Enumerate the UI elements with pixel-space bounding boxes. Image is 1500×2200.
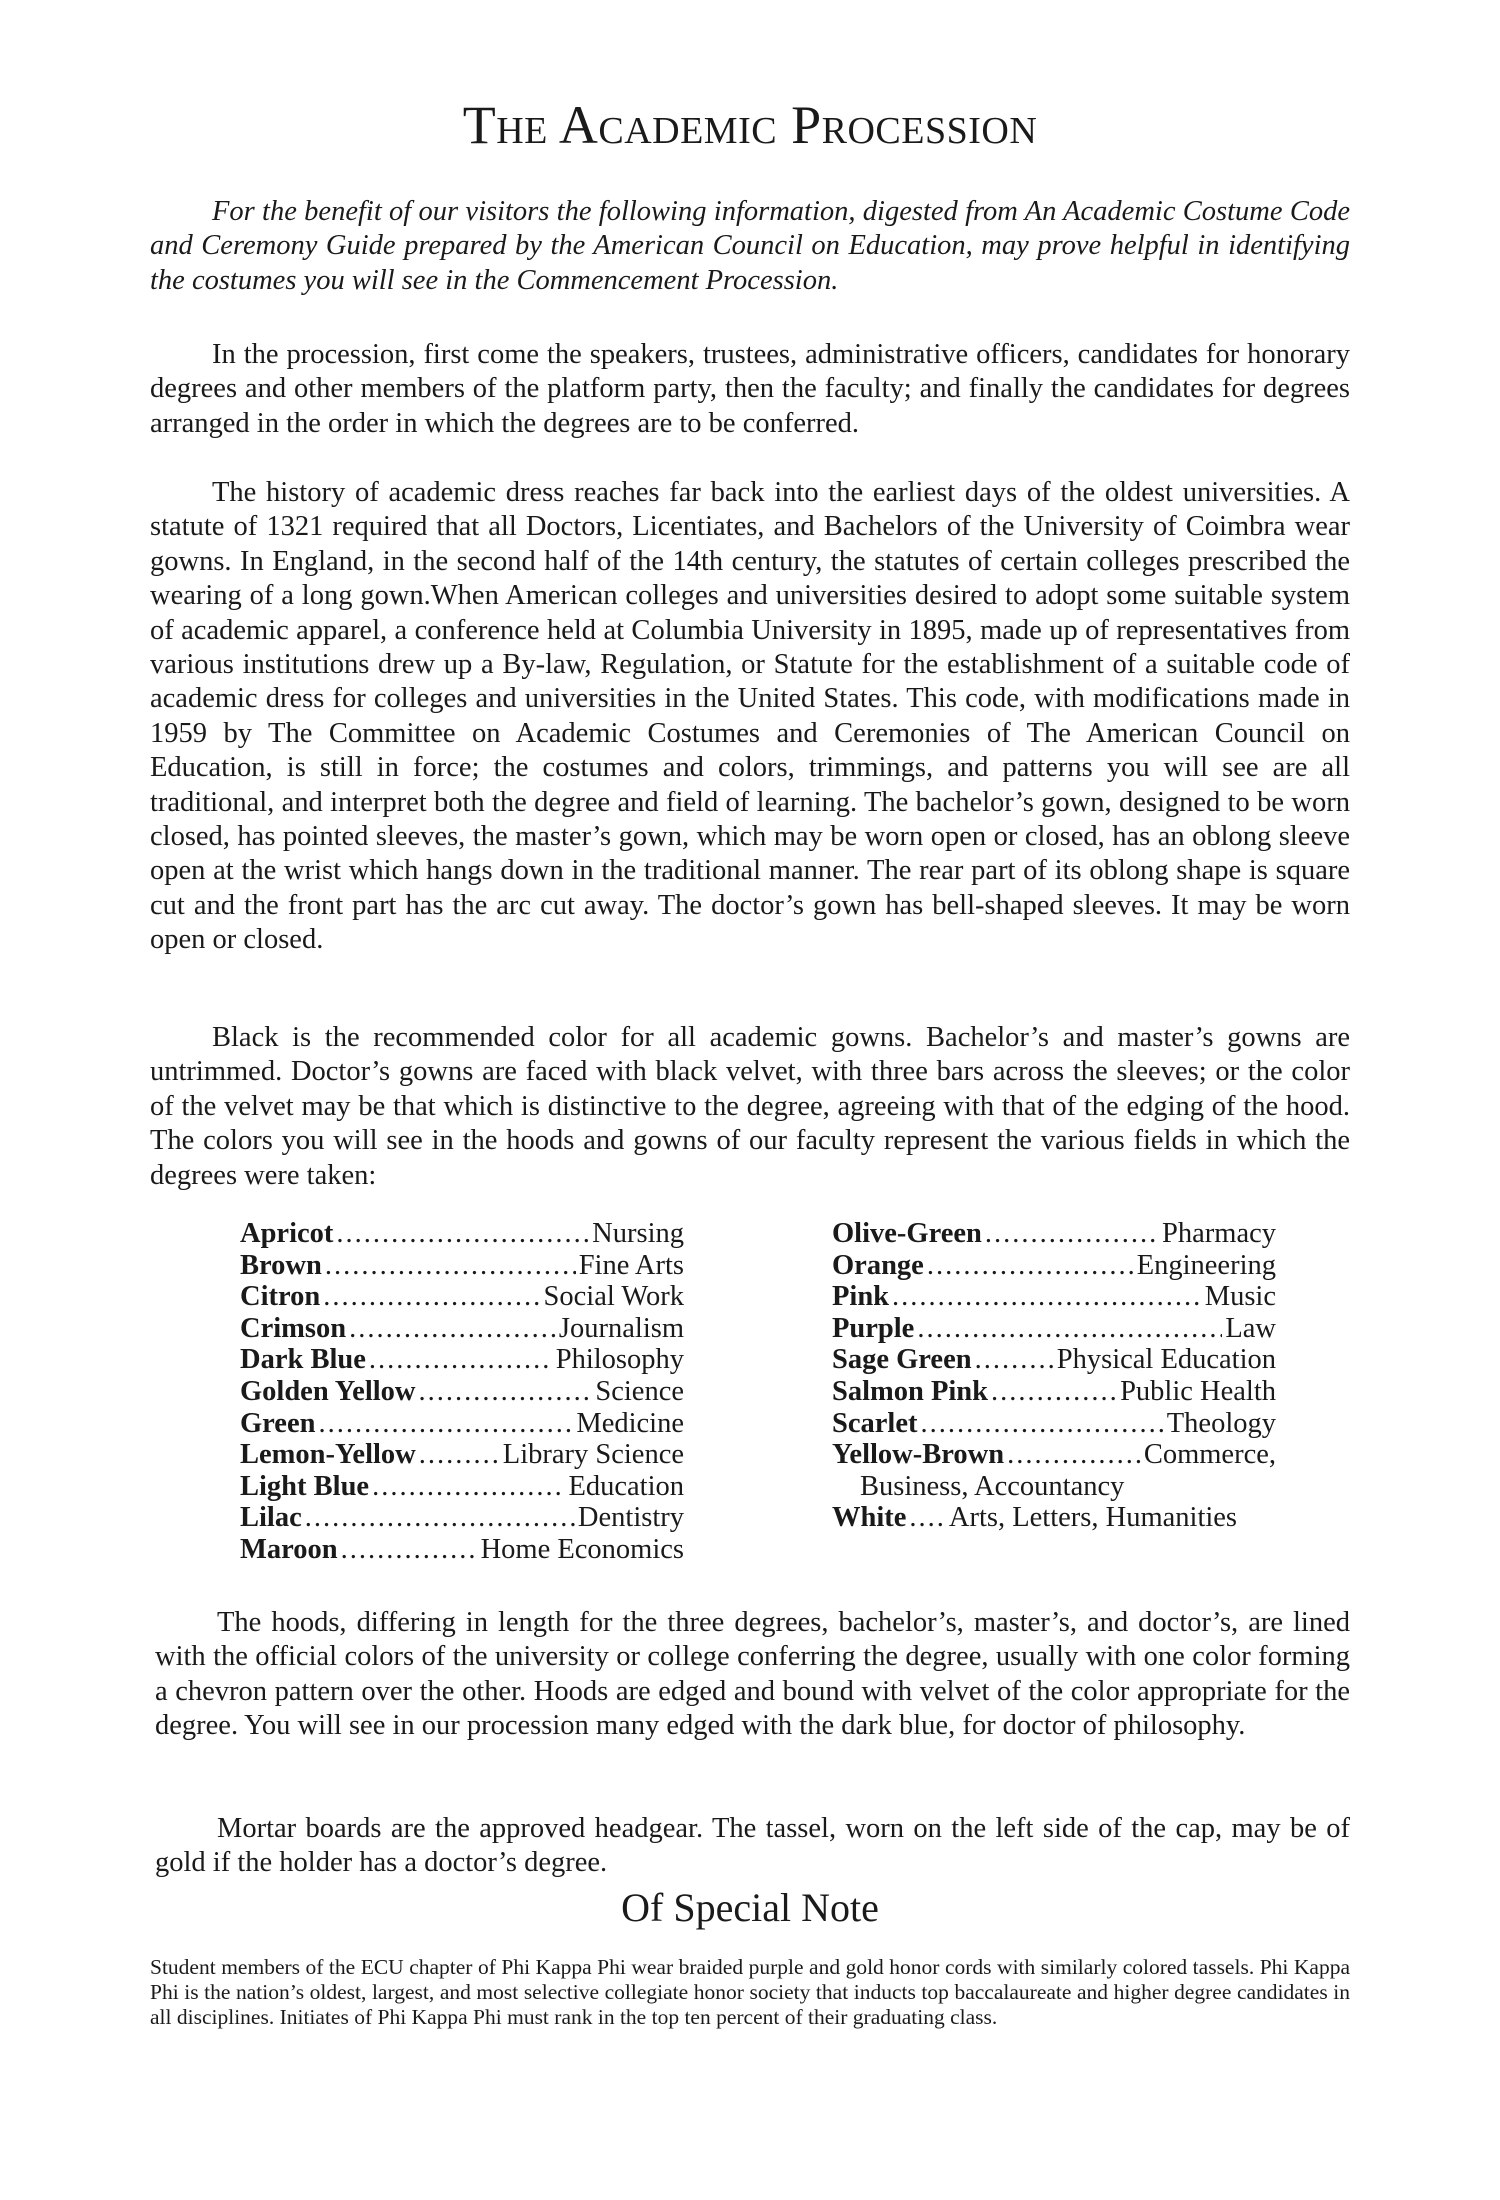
color-name: Scarlet [832, 1407, 918, 1439]
color-name: Lemon-Yellow [240, 1439, 416, 1471]
color-name: Sage Green [832, 1344, 972, 1376]
color-name: Citron [240, 1281, 321, 1313]
color-entry [240, 1218, 684, 1250]
color-entry [832, 1502, 1276, 1534]
leader-dots [349, 1313, 556, 1345]
gown-colors-paragraph: Black is the recommended color for all academic gowns. Bachelor’s and master’s gowns are untrimmed. Doctor’s gowns are faced with black velvet, with three bars across the sleeves; or the color of the velvet may be that which is distinctive to the degree, agreeing with that of the edging of the hood. The colors you will see in the hoods and gowns of our faculty represent the various fields in which the degrees were taken: [150, 1022, 1350, 1191]
field-name: Physical Education [1056, 1344, 1276, 1376]
color-name: Yellow-Brown [832, 1439, 1005, 1471]
color-name: Green [240, 1407, 316, 1439]
special-note-heading: Of Special Note [621, 1885, 879, 1930]
color-name: Purple [832, 1312, 915, 1344]
color-name: Crimson [240, 1312, 347, 1344]
leader-dots [372, 1471, 565, 1503]
color-name: Brown [240, 1249, 322, 1281]
field-name: Home Economics [480, 1533, 684, 1565]
field-name: Dentistry [577, 1502, 684, 1534]
color-entry [832, 1313, 1276, 1345]
field-name: Pharmacy [1162, 1218, 1276, 1249]
special-note-text: Student members of the ECU chapter of Phi Kappa Phi wear braided purple and gold honor cords with similarly colored tassels. Phi Kappa Phi is the nation’s oldest, largest, and most selective collegiate honor society that inducts top baccalaureate and higher degree candidates in all disciplines. Initiates of Phi Kappa Phi must rank in the top ten percent of their graduating class. [150, 1955, 1350, 2029]
color-entry [240, 1250, 684, 1282]
leader-dots [892, 1281, 1202, 1313]
leader-dots [325, 1250, 576, 1282]
field-name: Nursing [592, 1218, 684, 1249]
color-name: Olive-Green [832, 1218, 982, 1249]
field-name: Public Health [1120, 1375, 1276, 1407]
leader-dots [336, 1218, 589, 1250]
color-name: Apricot [240, 1218, 334, 1249]
leader-dots [991, 1376, 1117, 1408]
mortar-boards-paragraph: Mortar boards are the approved headgear. The tassel, worn on the left side of the cap, may be of gold if the holder has a doctor’s degree. [155, 1813, 1350, 1879]
leader-dots [419, 1376, 593, 1408]
color-entry [832, 1250, 1276, 1282]
color-name: Orange [832, 1249, 924, 1281]
color-name: Lilac [240, 1502, 302, 1534]
color-name: Maroon [240, 1533, 338, 1565]
leader-dots [1007, 1439, 1141, 1471]
color-entry [832, 1439, 1276, 1471]
leader-dots [985, 1218, 1159, 1250]
color-entry [240, 1313, 684, 1345]
leader-dots [318, 1408, 573, 1440]
leader-dots [305, 1502, 575, 1534]
color-entry [832, 1344, 1276, 1376]
color-entry [240, 1376, 684, 1408]
field-name: Philosophy [555, 1344, 684, 1376]
color-entry [240, 1281, 684, 1313]
color-entry [832, 1218, 1276, 1250]
field-name: Education [568, 1470, 684, 1502]
color-entry-continuation: Business, Accountancy [860, 1470, 1125, 1502]
leader-dots [917, 1313, 1222, 1345]
field-name: Library Science [502, 1439, 684, 1471]
color-name: White [832, 1502, 907, 1534]
color-name: Pink [832, 1281, 890, 1313]
field-name: Science [595, 1375, 684, 1407]
color-entry [240, 1471, 684, 1503]
history-paragraph: The history of academic dress reaches far back into the earliest days of the oldest universities. A statute of 1321 required that all Doctors, Licentiates, and Bachelors of the University of Coimbra wear gowns. In England, in the second half of the 14th century, the statutes of certain colleges prescribed the wearing of a long gown.When American colleges and universities desired to adopt some suitable system of academic apparel, a conference held at Columbia University in 1895, made up of representatives from various institutions drew up a By-law, Regulation, or Statute for the establishment of a suitable code of academic dress for colleges and universities in the United States. This code, with modifications made in 1959 by The Committee on Academic Costumes and Ceremonies of The American Council on Education, is still in force; the costumes and colors, trimmings, and patterns you will see are all traditional, and interpret both the degree and field of learning. The bachelor’s gown, designed to be worn closed, has pointed sleeves, the master’s gown, which may be worn open or closed, has an oblong sleeve open at the wrist which hangs down in the traditional manner. The rear part of its oblong shape is square cut and the front part has the arc cut away. The doctor’s gown has bell-shaped sleeves. It may be worn open or closed. [150, 477, 1350, 956]
color-entry [832, 1408, 1276, 1440]
procession-order-paragraph: In the procession, first come the speakers, trustees, administrative officers, candidates for honorary degrees and other members of the platform party, then the faculty; and finally the candidates for degrees arranged in the order in which the degrees are to be conferred. [150, 339, 1350, 439]
field-name: Theology [1166, 1407, 1276, 1439]
leader-dots [341, 1534, 478, 1566]
color-name: Light Blue [240, 1470, 370, 1502]
field-name: Fine Arts [578, 1249, 684, 1281]
field-name: Music [1204, 1281, 1276, 1313]
leader-dots [369, 1344, 553, 1376]
intro-paragraph: For the benefit of our visitors the following information, digested from An Academic Costume Code and Ceremony Guide prepared by the American Council on Education, may prove helpful in identifying the costumes you will see in the Commencement Procession. [150, 196, 1350, 296]
color-entry [240, 1534, 684, 1566]
field-name: Journalism [558, 1312, 684, 1344]
leader-dots [927, 1250, 1134, 1282]
hoods-paragraph: The hoods, differing in length for the three degrees, bachelor’s, master’s, and doctor’s, are lined with the official colors of the university or college conferring the degree, usually with one color forming a chevron pattern over the other. Hoods are edged and bound with velvet of the color appropriate for the degree. You will see in our procession many edged with the dark blue, for doctor of philosophy. [155, 1607, 1350, 1742]
color-list-right [832, 1218, 1276, 1534]
color-entry [832, 1281, 1276, 1313]
field-name: Law [1225, 1312, 1276, 1344]
leader-dots [920, 1408, 1163, 1440]
color-entry [832, 1376, 1276, 1408]
field-name: Social Work [543, 1281, 684, 1313]
leader-dots [419, 1439, 500, 1471]
color-name: Salmon Pink [832, 1375, 989, 1407]
color-entry [240, 1344, 684, 1376]
color-list-left [240, 1218, 684, 1566]
color-name: Golden Yellow [240, 1375, 416, 1407]
leader-dots [323, 1281, 540, 1313]
field-name: Engineering [1136, 1249, 1276, 1281]
color-name: Dark Blue [240, 1344, 366, 1376]
field-name: Commerce, [1143, 1439, 1276, 1471]
color-entry [240, 1502, 684, 1534]
color-entry [240, 1408, 684, 1440]
color-entry [240, 1439, 684, 1471]
field-name: Medicine [576, 1407, 684, 1439]
leader-dots [975, 1344, 1054, 1376]
field-name: Arts, Letters, Humanities [948, 1502, 1238, 1534]
leader-dots: .... [909, 1502, 946, 1534]
page-title: The Academic Procession [462, 95, 1038, 155]
